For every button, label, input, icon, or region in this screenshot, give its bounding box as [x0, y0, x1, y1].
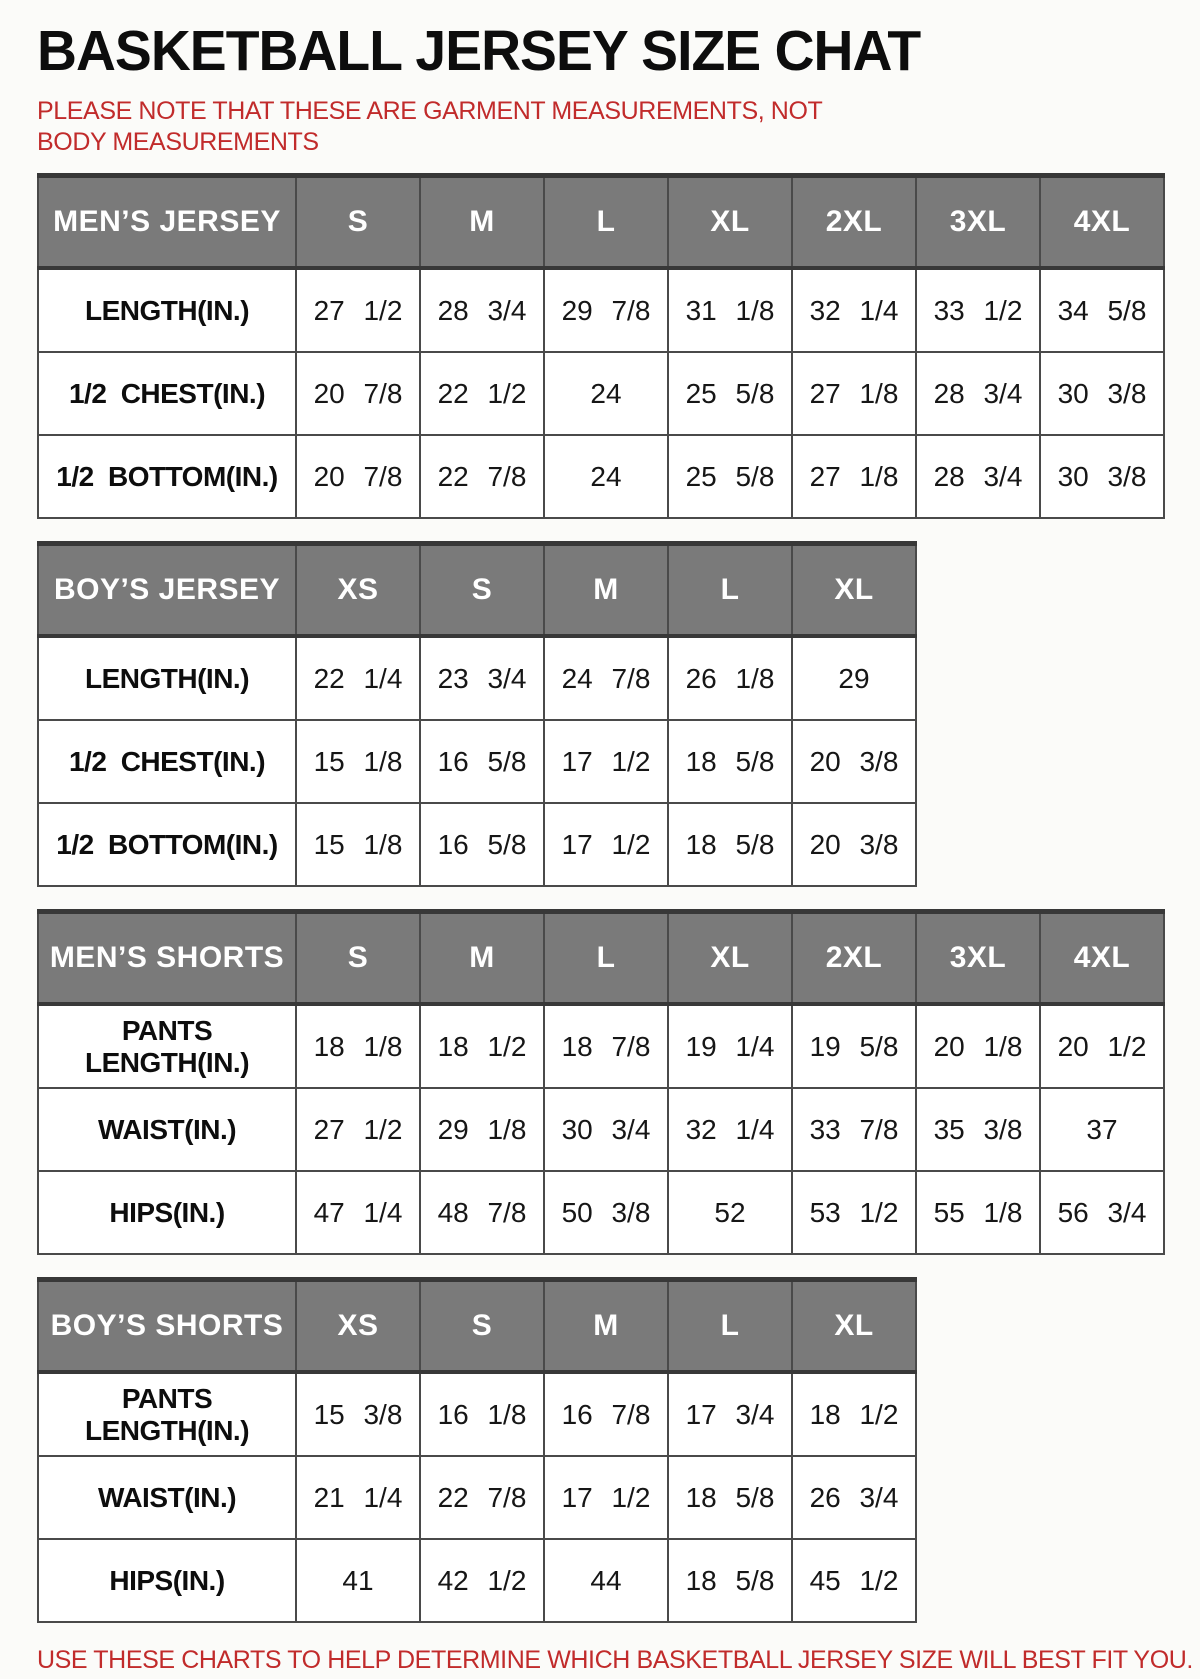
measurement-value-cell: 26 3/4: [792, 1456, 916, 1539]
measurement-value-cell: 53 1/2: [792, 1171, 916, 1254]
size-header-cell: XS: [296, 544, 420, 637]
measurement-value-cell: 27 1/8: [792, 435, 916, 518]
measurement-label-cell: 1/2 BOTTOM(IN.): [38, 435, 296, 518]
measurement-value-cell: 20 1/8: [916, 1004, 1040, 1088]
measurement-label-cell: HIPS(IN.): [38, 1539, 296, 1622]
measurement-value-cell: 15 3/8: [296, 1372, 420, 1456]
measurement-value-cell: 18 5/8: [668, 1539, 792, 1622]
measurement-value-cell: 24 7/8: [544, 636, 668, 720]
garment-measurement-note: PLEASE NOTE THAT THESE ARE GARMENT MEASUREMENTS, NOT BODY MEASUREMENTS: [37, 97, 822, 156]
measurement-value-cell: 50 3/8: [544, 1171, 668, 1254]
measurement-value-cell: 24: [544, 352, 668, 435]
measurement-value-cell: 18 1/2: [792, 1372, 916, 1456]
table-title-cell: MEN’S SHORTS: [38, 912, 296, 1005]
measurement-label-cell: WAIST(IN.): [38, 1456, 296, 1539]
size-table-boys-jersey: [37, 541, 917, 887]
measurement-value-cell: 47 1/4: [296, 1171, 420, 1254]
table-row: [38, 435, 1164, 518]
measurement-label-cell: PANTS LENGTH(IN.): [38, 1004, 296, 1088]
measurement-value-cell: 27 1/2: [296, 1088, 420, 1171]
table-row: [38, 1539, 916, 1622]
measurement-value-cell: 22 1/4: [296, 636, 420, 720]
table-row: [38, 636, 916, 720]
table-row: [38, 803, 916, 886]
measurement-value-cell: 30 3/8: [1040, 435, 1164, 518]
size-header-cell: L: [668, 1280, 792, 1373]
table-title-cell: BOY’S JERSEY: [38, 544, 296, 637]
size-header-cell: 3XL: [916, 176, 1040, 269]
size-header-cell: 4XL: [1040, 912, 1164, 1005]
size-header-cell: XS: [296, 1280, 420, 1373]
size-header-cell: S: [420, 1280, 544, 1373]
size-header-cell: 4XL: [1040, 176, 1164, 269]
measurement-value-cell: 37: [1040, 1088, 1164, 1171]
size-header-cell: M: [420, 176, 544, 269]
measurement-value-cell: 20 3/8: [792, 803, 916, 886]
size-table-boys-shorts: [37, 1277, 917, 1623]
table-title-cell: BOY’S SHORTS: [38, 1280, 296, 1373]
measurement-label-cell: LENGTH(IN.): [38, 268, 296, 352]
measurement-value-cell: 27 1/8: [792, 352, 916, 435]
measurement-value-cell: 34 5/8: [1040, 268, 1164, 352]
measurement-label-cell: 1/2 BOTTOM(IN.): [38, 803, 296, 886]
size-header-cell: L: [668, 544, 792, 637]
measurement-value-cell: 29 7/8: [544, 268, 668, 352]
measurement-label-cell: HIPS(IN.): [38, 1171, 296, 1254]
measurement-value-cell: 22 1/2: [420, 352, 544, 435]
measurement-value-cell: 18 5/8: [668, 1456, 792, 1539]
size-header-cell: S: [420, 544, 544, 637]
measurement-value-cell: 24: [544, 435, 668, 518]
measurement-label-cell: LENGTH(IN.): [38, 636, 296, 720]
table-row: [38, 352, 1164, 435]
measurement-value-cell: 15 1/8: [296, 803, 420, 886]
measurement-value-cell: 25 5/8: [668, 435, 792, 518]
measurement-value-cell: 45 1/2: [792, 1539, 916, 1622]
measurement-value-cell: 16 1/8: [420, 1372, 544, 1456]
measurement-value-cell: 26 1/8: [668, 636, 792, 720]
measurement-value-cell: 20 1/2: [1040, 1004, 1164, 1088]
size-header-cell: 3XL: [916, 912, 1040, 1005]
table-row: [38, 1171, 1164, 1254]
measurement-value-cell: 31 1/8: [668, 268, 792, 352]
size-table-mens-jersey: [37, 173, 1165, 519]
size-header-cell: L: [544, 176, 668, 269]
header-row: [38, 1280, 916, 1373]
size-table-mens-shorts: [37, 909, 1165, 1255]
measurement-value-cell: 18 5/8: [668, 803, 792, 886]
measurement-value-cell: 32 1/4: [792, 268, 916, 352]
measurement-value-cell: 25 5/8: [668, 352, 792, 435]
table-row: [38, 1088, 1164, 1171]
measurement-value-cell: 15 1/8: [296, 720, 420, 803]
table-row: [38, 1456, 916, 1539]
table-row: [38, 720, 916, 803]
header-row: [38, 544, 916, 637]
measurement-value-cell: 41: [296, 1539, 420, 1622]
measurement-value-cell: 17 1/2: [544, 1456, 668, 1539]
measurement-value-cell: 23 3/4: [420, 636, 544, 720]
measurement-label-cell: PANTS LENGTH(IN.): [38, 1372, 296, 1456]
measurement-label-cell: 1/2 CHEST(IN.): [38, 720, 296, 803]
size-header-cell: XL: [668, 176, 792, 269]
measurement-value-cell: 29 1/8: [420, 1088, 544, 1171]
measurement-value-cell: 22 7/8: [420, 1456, 544, 1539]
measurement-value-cell: 28 3/4: [420, 268, 544, 352]
size-header-cell: S: [296, 912, 420, 1005]
measurement-value-cell: 18 1/8: [296, 1004, 420, 1088]
measurement-value-cell: 32 1/4: [668, 1088, 792, 1171]
header-row: [38, 176, 1164, 269]
size-header-cell: XL: [668, 912, 792, 1005]
size-header-cell: 2XL: [792, 912, 916, 1005]
measurement-value-cell: 20 7/8: [296, 352, 420, 435]
measurement-value-cell: 17 1/2: [544, 803, 668, 886]
measurement-value-cell: 16 5/8: [420, 803, 544, 886]
measurement-value-cell: 35 3/8: [916, 1088, 1040, 1171]
measurement-value-cell: 48 7/8: [420, 1171, 544, 1254]
table-row: [38, 268, 1164, 352]
measurement-value-cell: 30 3/8: [1040, 352, 1164, 435]
measurement-value-cell: 19 5/8: [792, 1004, 916, 1088]
measurement-value-cell: 19 1/4: [668, 1004, 792, 1088]
page-title: BASKETBALL JERSEY SIZE CHAT: [37, 19, 921, 83]
measurement-value-cell: 27 1/2: [296, 268, 420, 352]
measurement-value-cell: 28 3/4: [916, 435, 1040, 518]
measurement-value-cell: 16 5/8: [420, 720, 544, 803]
measurement-value-cell: 21 1/4: [296, 1456, 420, 1539]
measurement-value-cell: 16 7/8: [544, 1372, 668, 1456]
size-header-cell: 2XL: [792, 176, 916, 269]
measurement-value-cell: 18 5/8: [668, 720, 792, 803]
measurement-label-cell: 1/2 CHEST(IN.): [38, 352, 296, 435]
table-row: [38, 1004, 1164, 1088]
measurement-value-cell: 17 3/4: [668, 1372, 792, 1456]
table-title-cell: MEN’S JERSEY: [38, 176, 296, 269]
measurement-value-cell: 52: [668, 1171, 792, 1254]
measurement-value-cell: 18 1/2: [420, 1004, 544, 1088]
size-header-cell: M: [420, 912, 544, 1005]
fit-advice-note: USE THESE CHARTS TO HELP DETERMINE WHICH BASKETBALL JERSEY SIZE WILL BEST FIT YOU.: [37, 1646, 1193, 1674]
size-header-cell: XL: [792, 1280, 916, 1373]
measurement-value-cell: 30 3/4: [544, 1088, 668, 1171]
measurement-value-cell: 28 3/4: [916, 352, 1040, 435]
measurement-value-cell: 44: [544, 1539, 668, 1622]
measurement-value-cell: 20 7/8: [296, 435, 420, 518]
measurement-value-cell: 42 1/2: [420, 1539, 544, 1622]
size-header-cell: M: [544, 544, 668, 637]
table-row: [38, 1372, 916, 1456]
measurement-value-cell: 17 1/2: [544, 720, 668, 803]
measurement-label-cell: WAIST(IN.): [38, 1088, 296, 1171]
measurement-value-cell: 56 3/4: [1040, 1171, 1164, 1254]
size-header-cell: S: [296, 176, 420, 269]
header-row: [38, 912, 1164, 1005]
measurement-value-cell: 20 3/8: [792, 720, 916, 803]
measurement-value-cell: 29: [792, 636, 916, 720]
measurement-value-cell: 55 1/8: [916, 1171, 1040, 1254]
measurement-value-cell: 18 7/8: [544, 1004, 668, 1088]
measurement-value-cell: 33 1/2: [916, 268, 1040, 352]
measurement-value-cell: 33 7/8: [792, 1088, 916, 1171]
measurement-value-cell: 22 7/8: [420, 435, 544, 518]
size-header-cell: M: [544, 1280, 668, 1373]
size-header-cell: XL: [792, 544, 916, 637]
size-header-cell: L: [544, 912, 668, 1005]
